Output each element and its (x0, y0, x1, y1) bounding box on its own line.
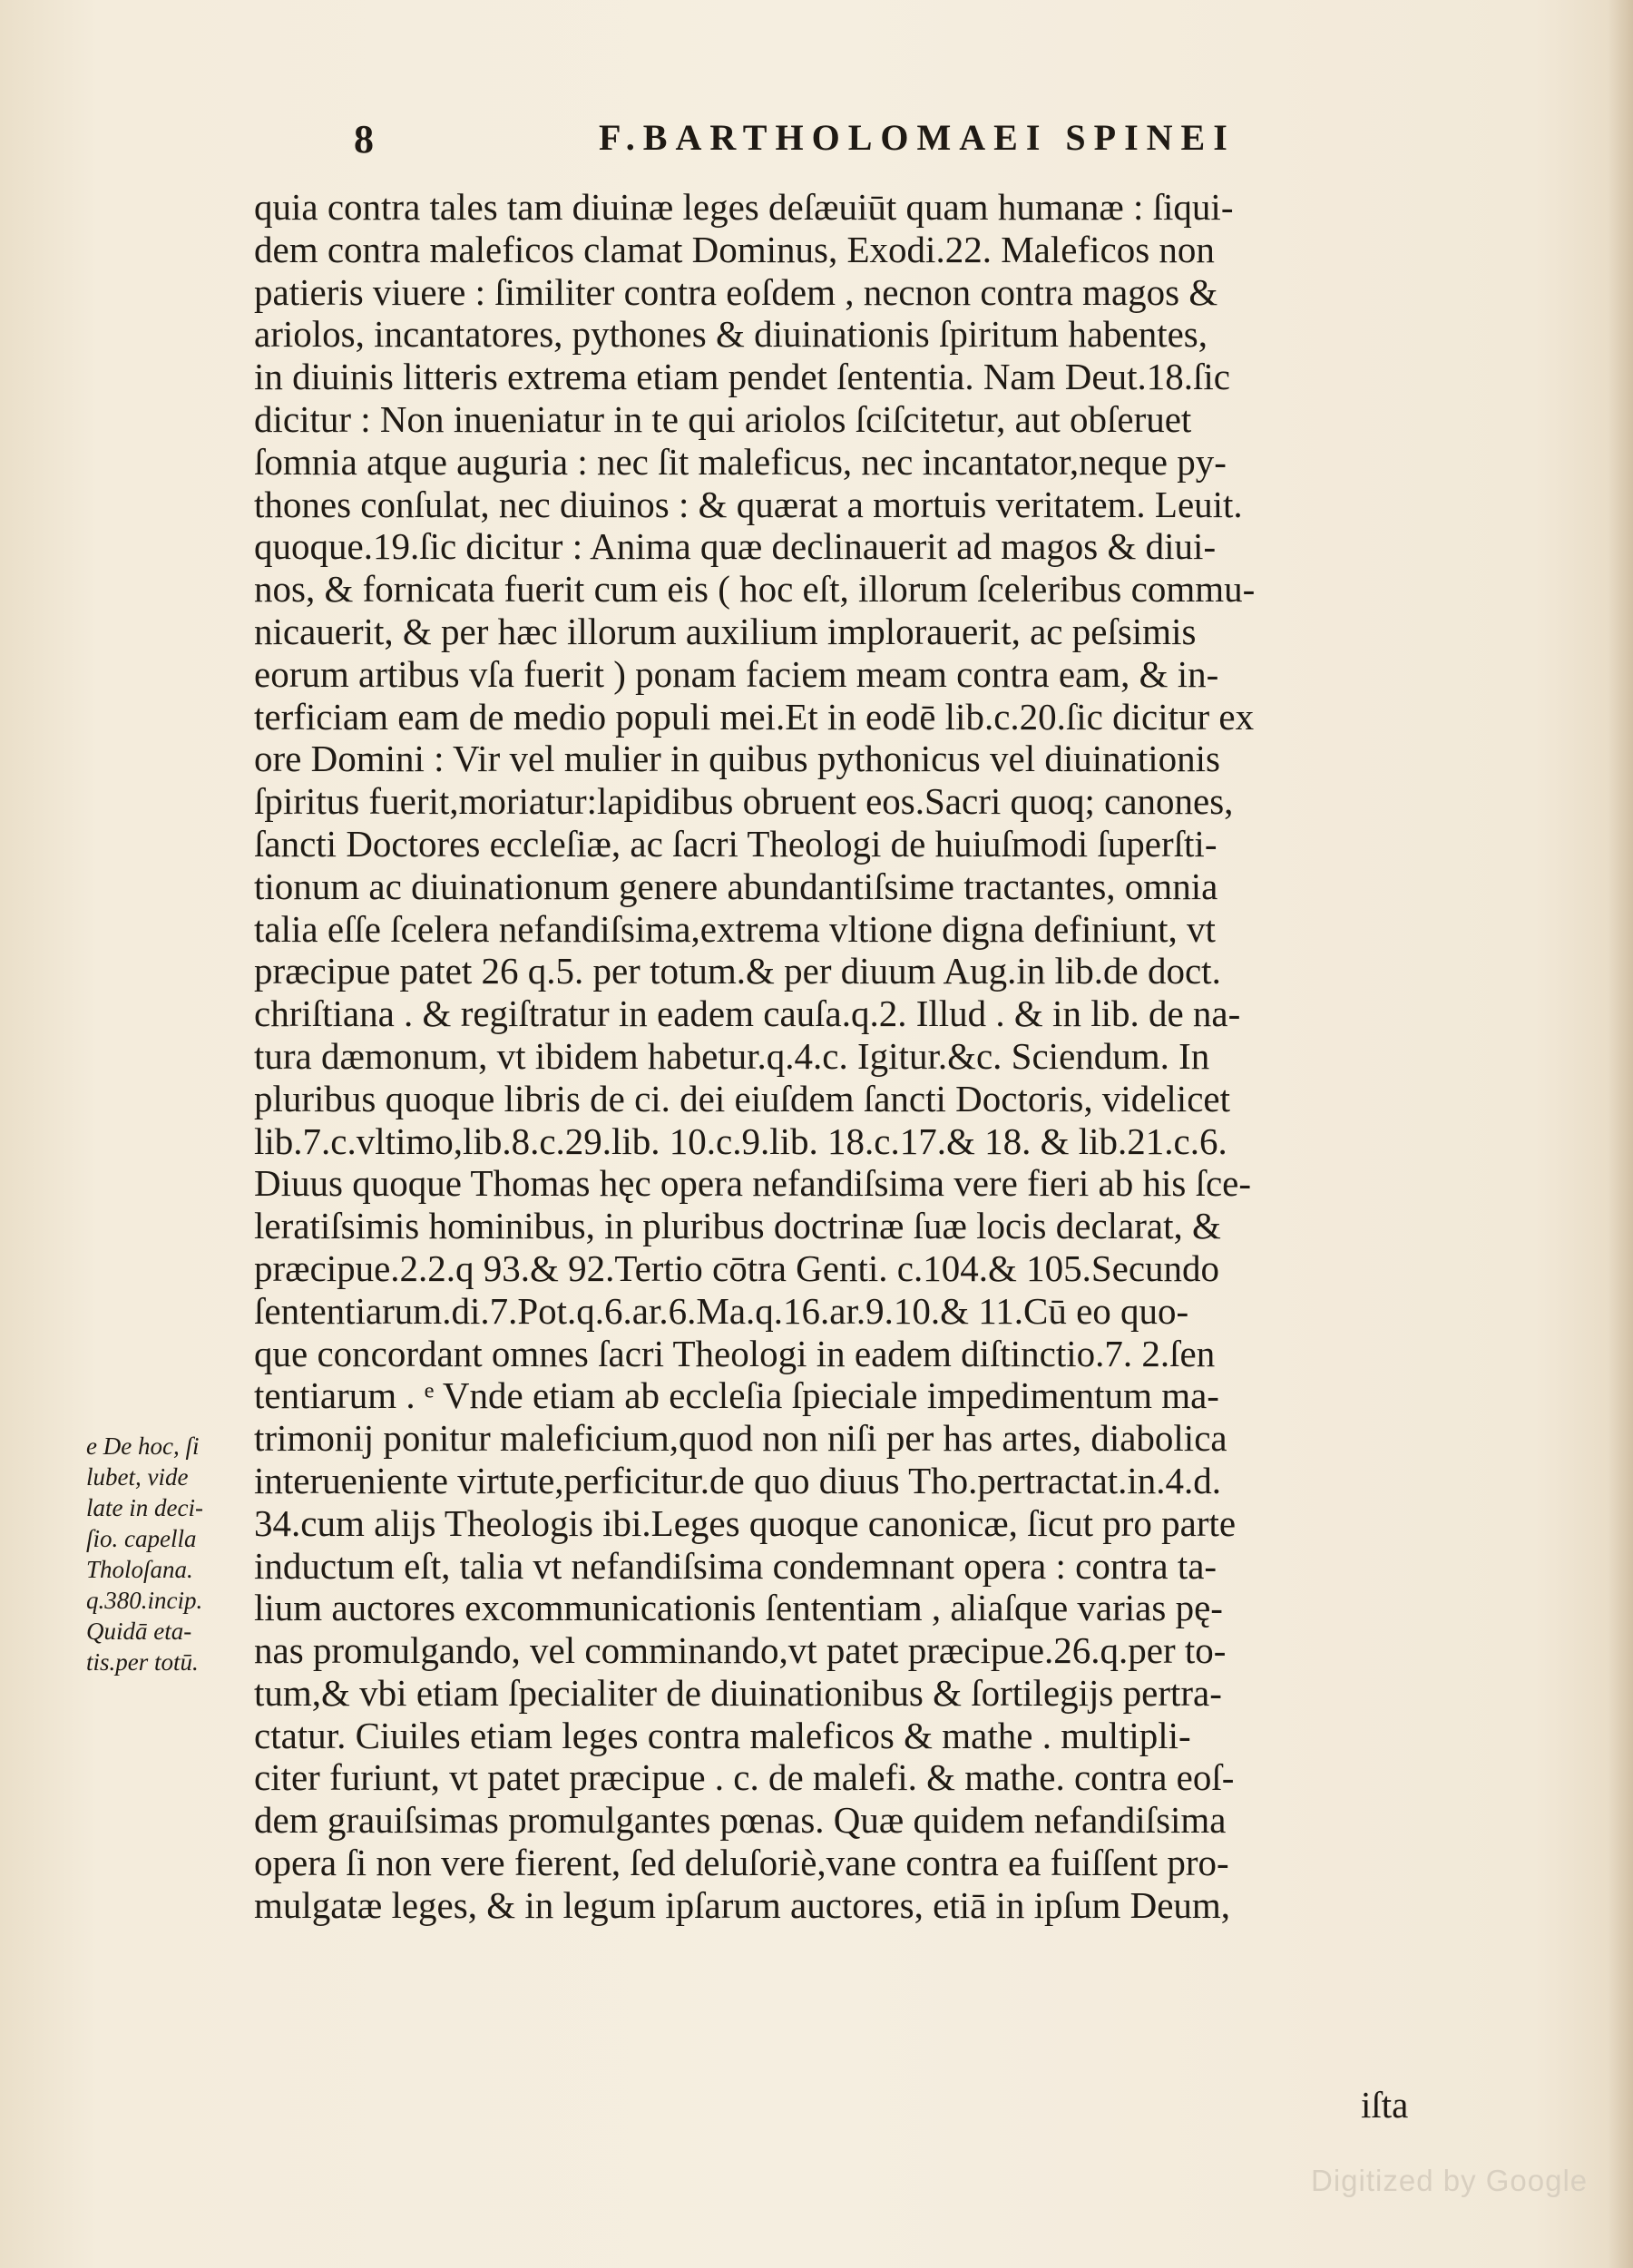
text-line: lium auctores excommunicationis ſententiam , aliaſque varias pę- (254, 1587, 1223, 1629)
text-line: interueniente virtute,perficitur.de quo diuus Tho.pertractat.in.4.d. (254, 1459, 1222, 1501)
digitized-watermark: Digitized by Google (1311, 2164, 1589, 2197)
text-line: pluribus quoque libris de ci. dei eiuſdem ſancti Doctoris, videlicet (254, 1077, 1230, 1119)
text-line: talia eſſe ſcelera nefandiſsima,extrema vltione digna definiunt, vt (254, 907, 1216, 950)
text-line: inductum eſt, talia vt nefandiſsima condemnant opera : contra ta- (254, 1544, 1217, 1587)
text-line: tum,& vbi etiam ſpecialiter de diuinationibus & ſortilegijs pertra- (254, 1671, 1222, 1714)
page-edge-shadow (1608, 0, 1633, 2268)
text-line: patieris viuere : ſimiliter contra eoſdem , necnon contra magos & (254, 270, 1218, 313)
margin-note-line: late in deci- (86, 1494, 203, 1521)
text-line: ſententiarum.di.7.Pot.q.6.ar.6.Ma.q.16.ar.9.10.& 11.Cū eo quo- (254, 1289, 1189, 1332)
text-line: nicauerit, & per hæc illorum auxilium implorauerit, ac peſsimis (254, 610, 1197, 652)
text-line: dicitur : Non inueniatur in te qui ariolos ſciſcitetur, aut obſeruet (254, 397, 1192, 440)
text-line: nos, & fornicata fuerit cum eis ( hoc eſt, illorum ſceleribus commu- (254, 568, 1256, 611)
text-line: citer furiunt, vt patet præcipue . c. de malefi. & mathe. contra eoſ- (254, 1756, 1235, 1799)
margin-note-line: lubet, vide (86, 1463, 189, 1491)
page-number: 8 (354, 117, 382, 161)
text-line: chriſtiana . & regiſtratur in eadem cauſa.q.2. Illud . & in lib. de na- (254, 992, 1241, 1035)
text-line: tentiarum . ᵉ Vnde etiam ab eccleſia ſpieciale impedimentum ma- (254, 1374, 1219, 1417)
text-line: eorum artibus vſa fuerit ) ponam faciem meam contra eam, & in- (254, 652, 1219, 695)
text-line: trimonij ponitur maleficium,quod non niſi per has artes, diabolica (254, 1417, 1227, 1460)
text-line: que concordant omnes ſacri Theologi in eadem diſtinctio.7. 2.ſen (254, 1332, 1216, 1374)
text-line: ſomnia atque auguria : nec ſit maleficus, nec incantator,neque py- (254, 440, 1227, 483)
text-line: ariolos, incantatores, pythones & diuinationis ſpiritum habentes, (254, 313, 1208, 356)
text-line: ctatur. Ciuiles etiam leges contra maleficos & mathe . multipli- (254, 1714, 1191, 1756)
text-line: terficiam eam de medio populi mei.Et in eodē lib.c.20.ſic dicitur ex (254, 695, 1255, 738)
body-text (254, 186, 1492, 1927)
text-line: lib.7.c.vltimo,lib.8.c.29.lib. 10.c.9.lib. 18.c.17.& 18. & lib.21.c.6. (254, 1119, 1227, 1162)
page-header (354, 116, 1306, 171)
text-line: tura dæmonum, vt ibidem habetur.q.4.c. Igitur.&c. Sciendum. In (254, 1034, 1210, 1077)
text-line: ſpiritus fuerit,moriatur:lapidibus obruent eos.Sacri quoq; canones, (254, 780, 1234, 823)
text-line: ſancti Doctores eccleſiæ, ac ſacri Theologi de huiuſmodi ſuperſti- (254, 822, 1217, 865)
text-line: nas promulgando, vel comminando,vt patet præcipue.26.q.per to- (254, 1629, 1227, 1672)
text-line: Diuus quoque Thomas hęc opera nefandiſsima vere fieri ab his ſce- (254, 1162, 1252, 1205)
margin-note-line: e De hoc, ſi (86, 1432, 200, 1460)
text-line: dem grauiſsimas promulgantes pœnas. Quæ quidem nefandiſsima (254, 1799, 1227, 1842)
text-line: leratiſsimis hominibus, in pluribus doctrinæ ſuæ locis declarat, & (254, 1205, 1221, 1247)
text-line: dem contra maleficos clamat Dominus, Exodi.22. Maleficos non (254, 228, 1215, 270)
text-line: præcipue patet 26 q.5. per totum.& per diuum Aug.in lib.de doct. (254, 950, 1221, 992)
margin-note-line: ſio. capella (86, 1525, 197, 1552)
text-line: mulgatæ leges, & in legum ipſarum auctores, etiā in ipſum Deum, (254, 1883, 1231, 1926)
margin-note-line: q.380.incip. (86, 1587, 203, 1614)
margin-note-line: tis.per totū. (86, 1648, 199, 1676)
text-line: in diuinis litteris extrema etiam pendet ſententia. Nam Deut.18.ſic (254, 356, 1230, 398)
running-head: F.BARTHOLOMAEI SPINEI (599, 117, 1236, 158)
margin-note-line: Quidā eta- (86, 1618, 192, 1645)
margin-note-line: Tholoſana. (86, 1556, 193, 1583)
text-line: præcipue.2.2.q 93.& 92.Tertio cōtra Genti. c.104.& 105.Secundo (254, 1246, 1220, 1289)
text-line: tionum ac diuinationum genere abundantiſsime tractantes, omnia (254, 865, 1218, 907)
text-line: ore Domini : Vir vel mulier in quibus pythonicus vel diuinationis (254, 738, 1220, 780)
text-line: quoque.19.ſic dicitur : Anima quæ declinauerit ad magos & diui- (254, 525, 1217, 568)
margin-note (86, 1431, 268, 1677)
text-line: 34.cum alijs Theologis ibi.Leges quoque canonicæ, ſicut pro parte (254, 1501, 1237, 1544)
text-line: thones conſulat, nec diuinos : & quærat a mortuis veritatem. Leuit. (254, 483, 1243, 525)
text-line: quia contra tales tam diuinæ leges deſæuiūt quam humanæ : ſiqui- (254, 186, 1234, 228)
text-line: opera ſi non vere fierent, ſed deluſoriè,vane contra ea fuiſſent pro- (254, 1842, 1229, 1884)
catchword: iſta (1361, 2084, 1409, 2126)
